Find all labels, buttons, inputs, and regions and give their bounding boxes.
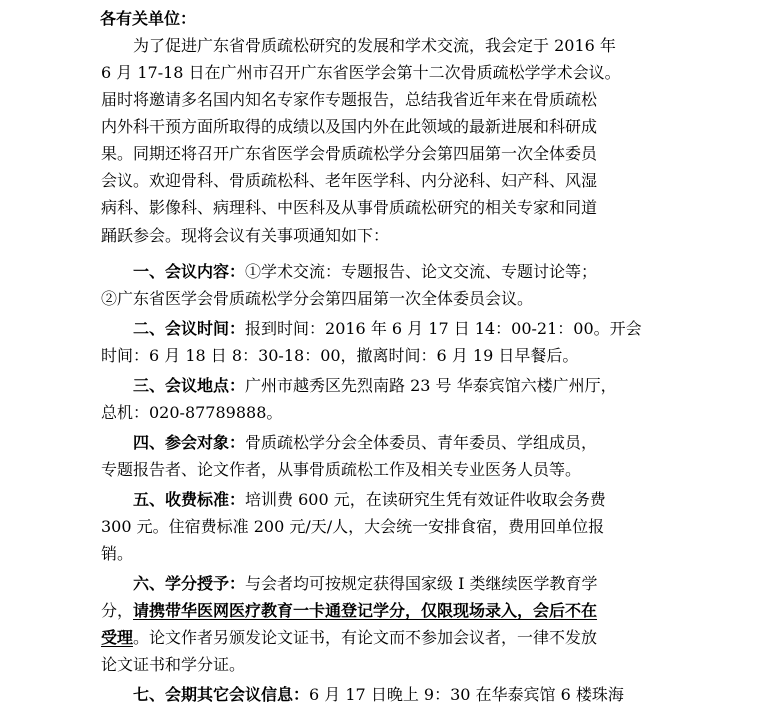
item-text: 广州市越秀区先烈南路 23 号 华泰宾馆六楼广州厅，	[245, 376, 617, 395]
item-text: 300 元。住宿费标准 200 元/天/人，大会统一安排食宿，费用回单位报	[101, 517, 605, 536]
item-heading: 二、会议时间：	[133, 319, 246, 338]
item-heading: 三、会议地点：	[133, 376, 246, 395]
item-text: 分，	[101, 601, 134, 620]
item-other-info	[133, 685, 624, 707]
intro-line: 病科、影像科、病理科、中医科及从事骨质疏松研究的相关专家和同道	[101, 198, 598, 217]
item-text: ①学术交流：专题报告、论文交流、专题讨论等；	[245, 262, 598, 281]
item-credits	[133, 574, 598, 596]
item-text: 培训费 600 元，在读研究生凭有效证件收取会务费	[245, 490, 606, 509]
intro-line: 踊跃参会。现将会议有关事项通知如下：	[101, 226, 390, 245]
item-text: 报到时间：2016 年 6 月 17 日 14：00-21：00。开会	[245, 319, 642, 338]
item-text: 骨质疏松学分会全体委员、青年委员、学组成员，	[245, 433, 598, 452]
item-meeting-location	[133, 376, 617, 398]
item-meeting-time	[133, 319, 642, 341]
item-text: 。论文作者另颁发论文证书，有论文而不参加会议者，一律不发放	[133, 628, 598, 647]
emphasized-notice: 请携带华医网医疗教育一卡通登记学分，仅限现场录入，会后不在	[133, 601, 598, 620]
intro-line: 果。同期还将召开广东省医学会骨质疏松学分会第四届第一次全体委员	[101, 144, 598, 163]
item-text: 总机：020-87789888。	[101, 403, 283, 422]
item-text: 专题报告者、论文作者，从事骨质疏松工作及相关专业医务人员等。	[101, 460, 582, 479]
item-heading: 五、收费标准：	[133, 490, 246, 509]
item-text: 销。	[101, 544, 134, 563]
item-meeting-content	[133, 262, 597, 284]
item-heading: 七、会期其它会议信息：	[133, 685, 310, 704]
intro-line: 届时将邀请多名国内知名专家作专题报告，总结我省近年来在骨质疏松	[101, 90, 598, 109]
item-text-line	[101, 601, 597, 623]
intro-line: 内外科干预方面所取得的成绩以及国内外在此领域的最新进展和科研成	[101, 117, 598, 136]
item-text: ②广东省医学会骨质疏松学分会第四届第一次全体委员会议。	[101, 289, 534, 308]
item-text: 6 月 17 日晚上 9：30 在华泰宾馆 6 楼珠海	[309, 685, 624, 704]
intro-line: 为了促进广东省骨质疏松研究的发展和学术交流，我会定于 2016 年	[133, 36, 616, 55]
item-heading: 一、会议内容：	[133, 262, 246, 281]
item-fees	[133, 490, 606, 512]
emphasized-notice: 受理	[101, 628, 134, 647]
salutation: 各有关单位：	[100, 9, 197, 28]
item-text-line	[101, 628, 597, 650]
item-heading: 四、参会对象：	[133, 433, 246, 452]
intro-line: 会议。欢迎骨科、骨质疏松科、老年医学科、内分泌科、妇产科、风湿	[101, 171, 598, 190]
item-text: 与会者均可按规定获得国家级 I 类继续医学教育学	[245, 574, 598, 593]
item-attendees	[133, 433, 597, 455]
item-text: 时间：6 月 18 日 8：30-18：00，撤离时间：6 月 19 日早餐后。	[101, 346, 579, 365]
item-text: 论文证书和学分证。	[101, 655, 246, 674]
intro-line: 6 月 17-18 日在广州市召开广东省医学会第十二次骨质疏松学学术会议。	[101, 63, 621, 82]
item-heading: 六、学分授予：	[133, 574, 246, 593]
